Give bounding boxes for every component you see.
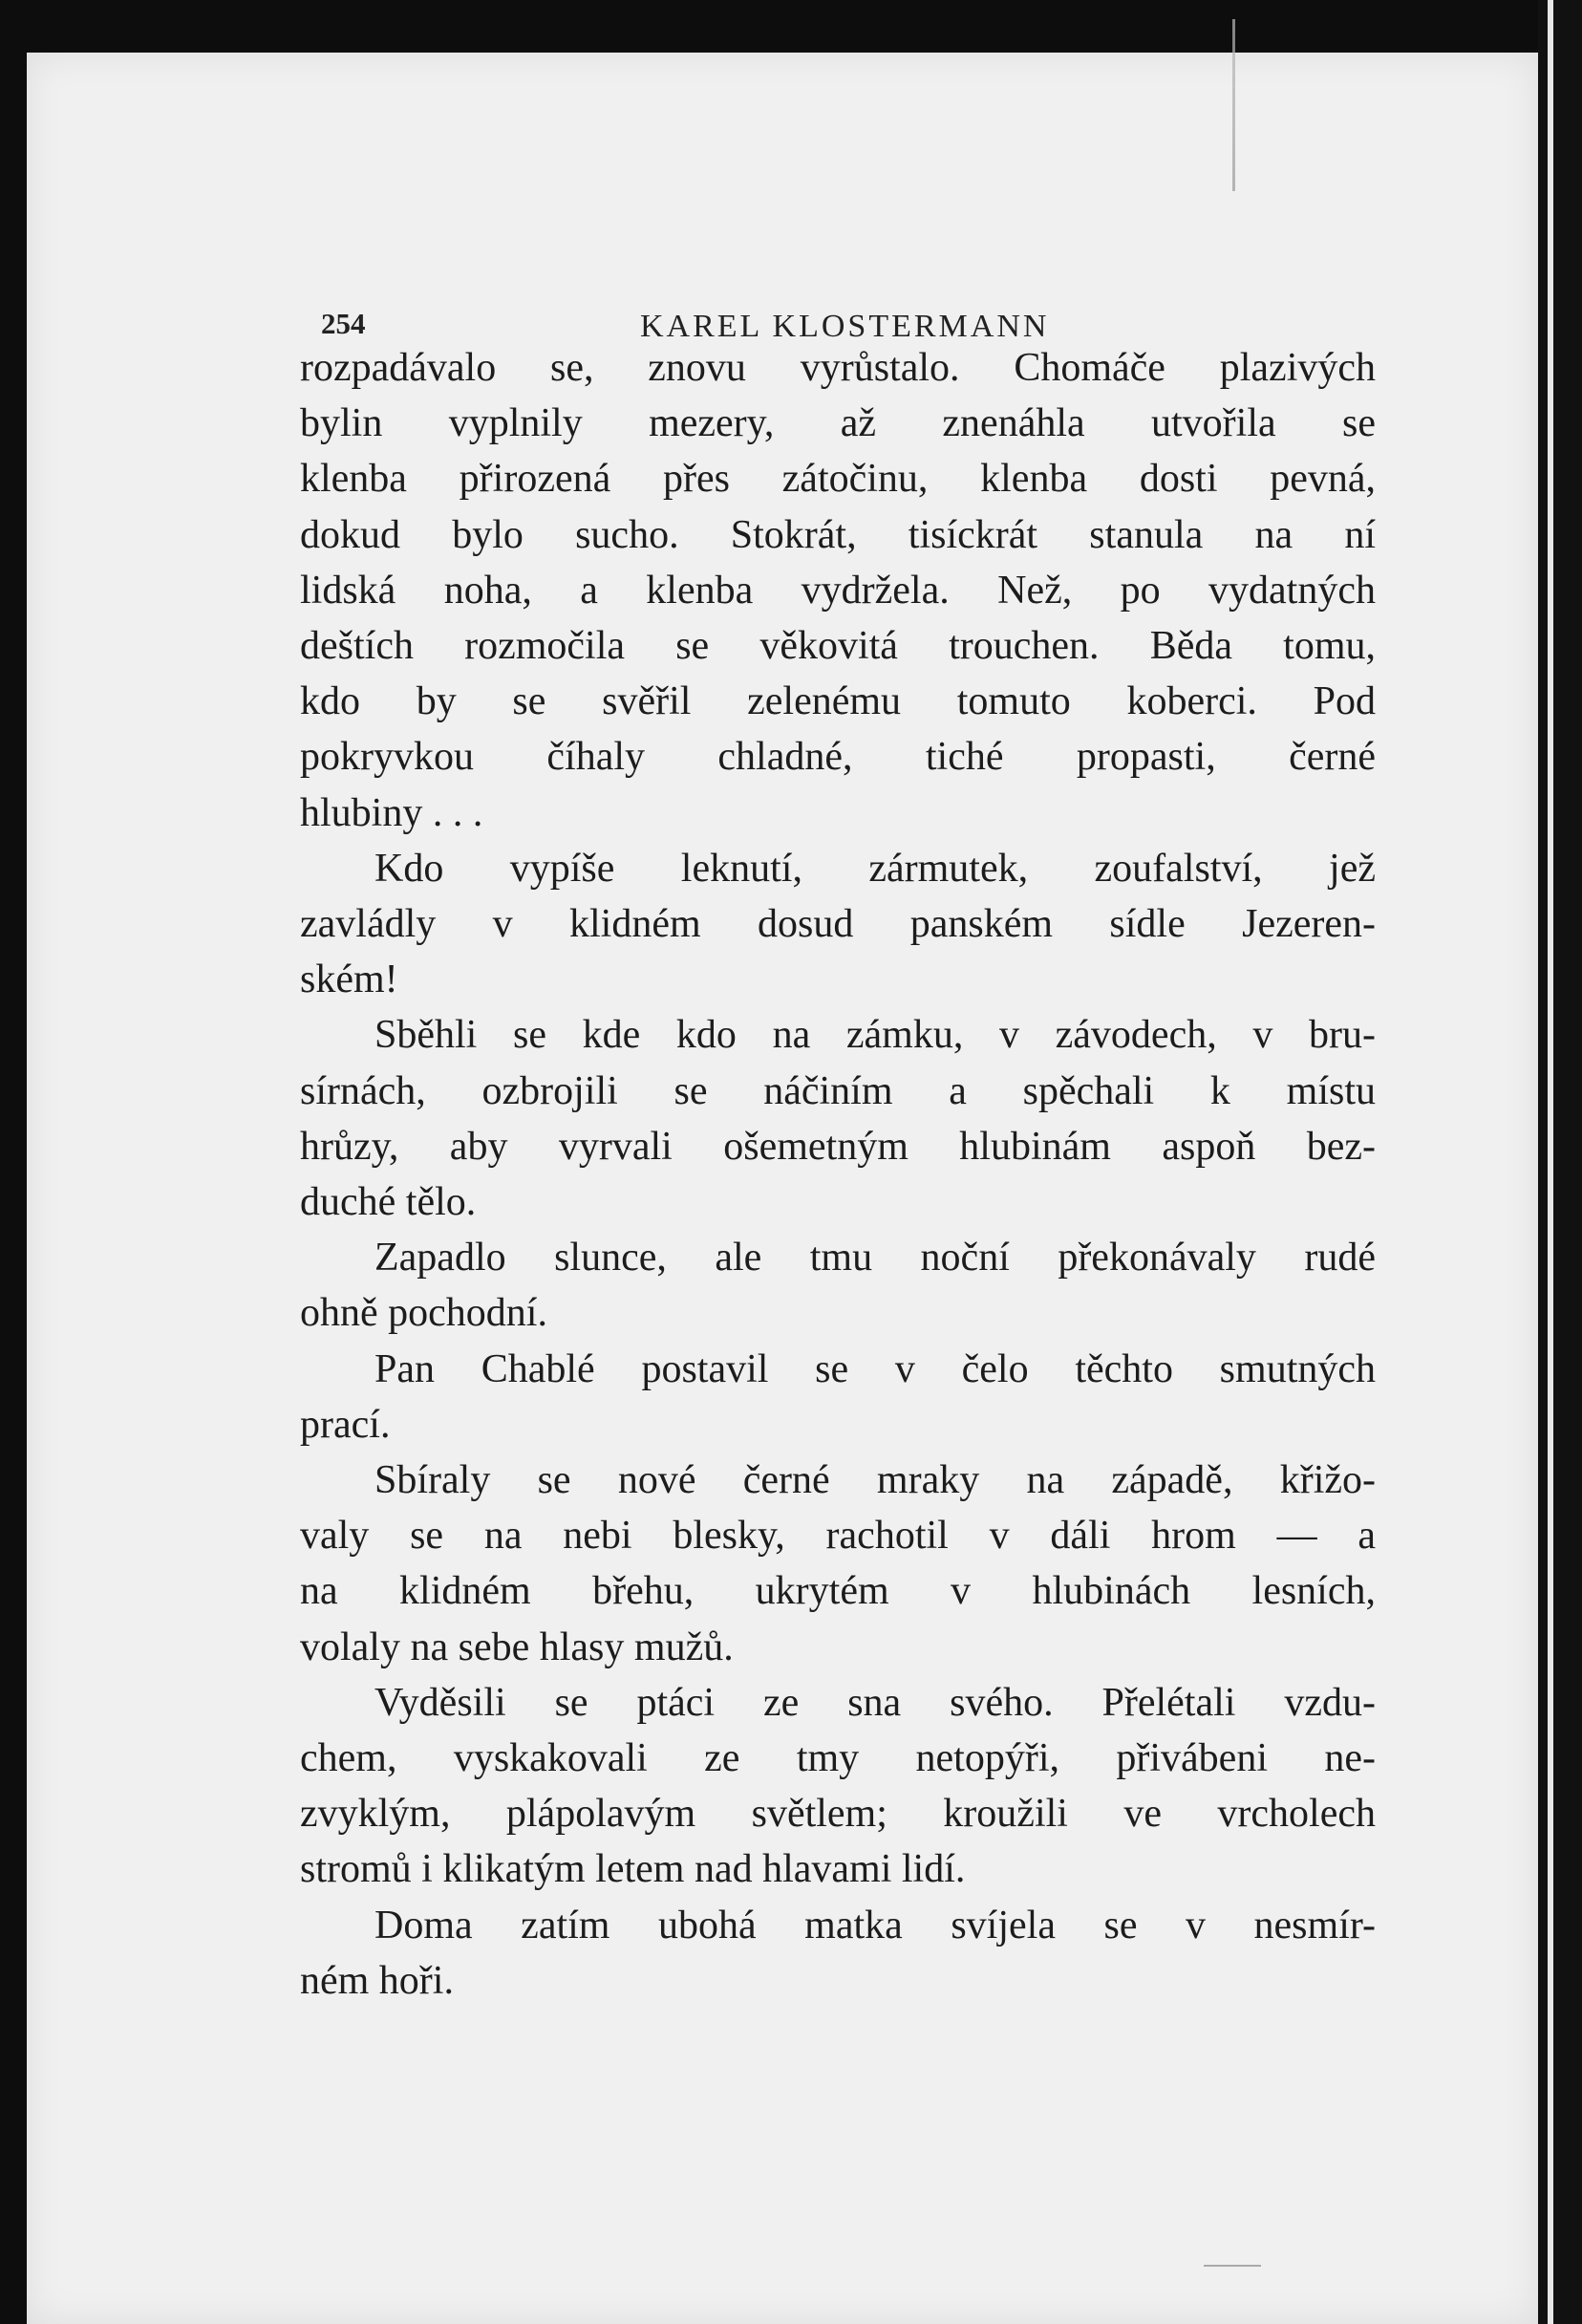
text-line: Sběhli se kde kdo na zámku, v závodech, v bru- bbox=[374, 1013, 1376, 1058]
running-title: KAREL KLOSTERMANN bbox=[640, 309, 1050, 344]
text-line: klenba přirozená přes zátočinu, klenba dosti pevná, bbox=[300, 457, 1376, 502]
text-line: zvyklým, plápolavým světlem; kroužili ve vrcholech bbox=[300, 1792, 1376, 1837]
text-line: Pan Chablé postavil se v čelo těchto smutných bbox=[374, 1346, 1376, 1391]
page-header bbox=[27, 307, 1538, 345]
text-line: Zapadlo slunce, ale tmu noční překonávaly rudé bbox=[374, 1236, 1376, 1280]
scan-mark bbox=[1204, 2265, 1261, 2267]
text-line: bylin vyplnily mezery, až znenáhla utvořila se bbox=[300, 401, 1376, 446]
text-line: prací. bbox=[300, 1402, 391, 1447]
body-text bbox=[300, 340, 1376, 2009]
text-line: ském! bbox=[300, 958, 398, 1002]
text-line: pokryvkou číhaly chladné, tiché propasti, černé bbox=[300, 735, 1376, 780]
text-line: lidská noha, a klenba vydržela. Než, po vydatných bbox=[300, 568, 1376, 613]
text-line: ném hoři. bbox=[300, 1958, 454, 2003]
text-line: na klidném břehu, ukrytém v hlubinách lesních, bbox=[300, 1569, 1376, 1614]
text-line: ohně pochodní. bbox=[300, 1291, 547, 1336]
text-line: deštích rozmočila se věkovitá trouchen. Běda tomu, bbox=[300, 624, 1376, 669]
text-line: Kdo vypíše leknutí, zármutek, zoufalství, jež bbox=[374, 846, 1376, 891]
text-line: hlubiny . . . bbox=[300, 790, 483, 835]
text-line: dokud bylo sucho. Stokrát, tisíckrát stanula na ní bbox=[300, 512, 1376, 557]
text-line: sírnách, ozbrojili se náčiním a spěchali k místu bbox=[300, 1068, 1376, 1113]
text-line: Sbíraly se nové černé mraky na západě, křižo- bbox=[374, 1458, 1376, 1503]
text-line: volaly na sebe hlasy mužů. bbox=[300, 1625, 734, 1669]
text-line: Doma zatím ubohá matka svíjela se v nesmír- bbox=[374, 1903, 1376, 1947]
text-line: duché tělo. bbox=[300, 1180, 477, 1225]
text-line: stromů i klikatým letem nad hlavami lidí. bbox=[300, 1847, 966, 1892]
next-page-edge bbox=[1548, 0, 1553, 2324]
text-line: kdo by se svěřil zelenému tomuto koberci. Pod bbox=[300, 679, 1376, 724]
text-line: rozpadávalo se, znovu vyrůstalo. Chomáče plazivých bbox=[300, 346, 1376, 390]
scan-edge bbox=[1538, 0, 1582, 2324]
page-number: 254 bbox=[321, 307, 366, 340]
text-line: valy se na nebi blesky, rachotil v dáli hrom — a bbox=[300, 1514, 1376, 1559]
page-crease bbox=[1232, 19, 1235, 191]
text-line: chem, vyskakovali ze tmy netopýři, přivábeni ne- bbox=[300, 1736, 1376, 1781]
text-line: hrůzy, aby vyrvali ošemetným hlubinám aspoň bez- bbox=[300, 1124, 1376, 1169]
text-line: zavládly v klidném dosud panském sídle Jezeren- bbox=[300, 902, 1376, 947]
text-line: Vyděsili se ptáci ze sna svého. Přelétali vzdu- bbox=[374, 1680, 1376, 1725]
